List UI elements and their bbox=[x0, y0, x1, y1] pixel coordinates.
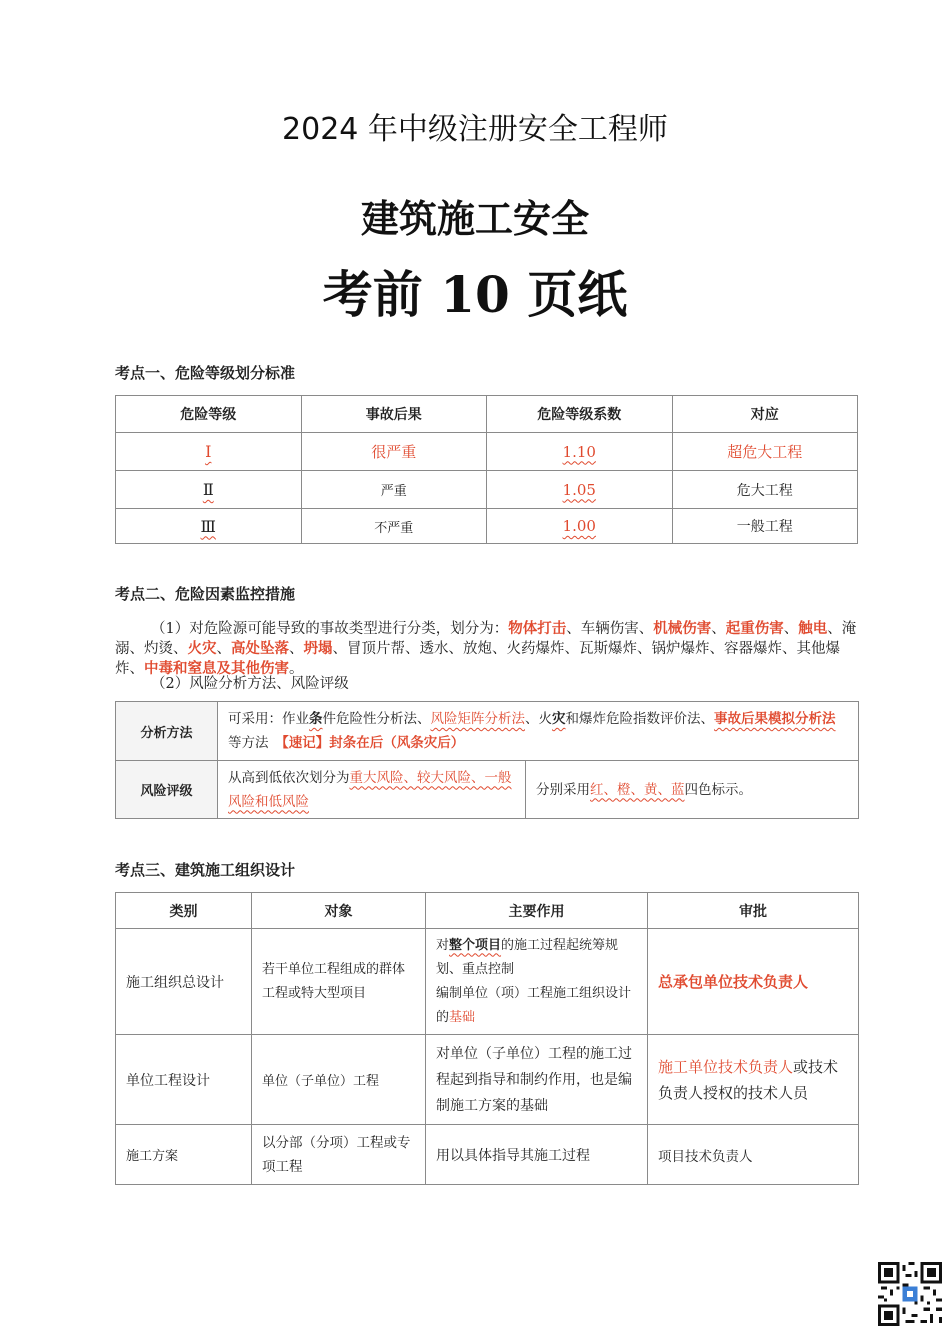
column-header: 审批 bbox=[648, 893, 859, 929]
table-row bbox=[116, 702, 859, 761]
level-cell: Ⅰ bbox=[205, 442, 212, 461]
table-row bbox=[116, 929, 859, 1035]
risk-analysis-heading: （2）风险分析方法、风险评级 bbox=[151, 676, 349, 692]
color-code-cell: 分别采用红、橙、黄、蓝四色标示。 bbox=[526, 761, 859, 819]
category-cell: 施工组织总设计 bbox=[116, 929, 252, 1035]
table-row bbox=[116, 761, 859, 819]
table-row bbox=[116, 433, 858, 471]
category-cell: 单位工程设计 bbox=[116, 1035, 252, 1125]
level-cell: Ⅱ bbox=[202, 480, 214, 499]
risk-level-table bbox=[115, 395, 858, 544]
approval-cell: 项目技术负责人 bbox=[648, 1125, 859, 1185]
section1-title: 考点一、危险等级划分标准 bbox=[115, 364, 296, 382]
target-cell: 危大工程 bbox=[736, 482, 793, 499]
consequence-cell: 严重 bbox=[380, 484, 407, 499]
subject-title: 建筑施工安全 bbox=[360, 197, 589, 241]
table-header-row bbox=[116, 893, 859, 929]
consequence-cell: 很严重 bbox=[371, 443, 417, 461]
table-row bbox=[116, 509, 858, 544]
consequence-cell: 不严重 bbox=[374, 520, 414, 536]
approval-cell: 总承包单位技术负责人 bbox=[648, 929, 859, 1035]
column-header: 对象 bbox=[252, 893, 426, 929]
function-cell: 对整个项目的施工过程起统筹规划、重点控制 编制单位（项）工程施工组织设计的基础 bbox=[426, 929, 648, 1035]
doc-title: 考前 10 页纸 bbox=[322, 265, 628, 324]
function-cell: 对单位（子单位）工程的施工过程起到指导和制约作用，也是编制施工方案的基础 bbox=[426, 1035, 648, 1125]
exam-title: 2024 年中级注册安全工程师 bbox=[282, 112, 668, 147]
table-header-row bbox=[116, 396, 858, 433]
table-row bbox=[116, 1035, 859, 1125]
row-label: 风险评级 bbox=[116, 761, 218, 819]
column-header: 事故后果 bbox=[301, 396, 487, 433]
object-cell: 若干单位工程组成的群体工程或特大型项目 bbox=[252, 929, 426, 1035]
column-header: 主要作用 bbox=[426, 893, 648, 929]
qr-code-icon bbox=[878, 1262, 942, 1326]
level-cell: Ⅲ bbox=[200, 516, 216, 536]
target-cell: 超危大工程 bbox=[727, 443, 803, 461]
construction-design-table bbox=[115, 892, 859, 1185]
hazard-classification-paragraph: （1）对危险源可能导致的事故类型进行分类，划分为：物体打击、车辆伤害、机械伤害、起重伤害、触电、淹溺、灼烫、火灾、高处坠落、坍塌、冒顶片帮、透水、放炮、火药爆炸、瓦斯爆炸、锅炉爆炸、容器爆炸、其他爆炸、中毒和窒息及其他伤害。 bbox=[115, 620, 857, 677]
rating-cell: 从高到低依次划分为重大风险、较大风险、一般风险和低风险 bbox=[218, 761, 526, 819]
function-cell: 用以具体指导其施工过程 bbox=[426, 1125, 648, 1185]
column-header: 危险等级系数 bbox=[487, 396, 673, 433]
category-cell: 施工方案 bbox=[116, 1125, 252, 1185]
coef-cell: 1.00 bbox=[562, 517, 596, 535]
target-cell: 一般工程 bbox=[736, 519, 793, 535]
column-header: 对应 bbox=[672, 396, 858, 433]
section2-title: 考点二、危险因素监控措施 bbox=[115, 585, 296, 603]
object-cell: 以分部（分项）工程或专项工程 bbox=[252, 1125, 426, 1185]
column-header: 危险等级 bbox=[116, 396, 302, 433]
coef-cell: 1.05 bbox=[562, 480, 596, 499]
section3-title: 考点三、建筑施工组织设计 bbox=[115, 861, 296, 879]
table-row bbox=[116, 471, 858, 509]
coef-cell: 1.10 bbox=[562, 442, 596, 461]
method-cell: 可采用：作业条件危险性分析法、风险矩阵分析法、火灾和爆炸危险指数评价法、事故后果模拟分析法等方法 【速记】封条在后（风条灾后） bbox=[218, 702, 859, 761]
object-cell: 单位（子单位）工程 bbox=[252, 1035, 426, 1125]
approval-cell: 施工单位技术负责人或技术负责人授权的技术人员 bbox=[648, 1035, 859, 1125]
row-label: 分析方法 bbox=[116, 702, 218, 761]
table-row bbox=[116, 1125, 859, 1185]
column-header: 类别 bbox=[116, 893, 252, 929]
risk-analysis-table bbox=[115, 701, 859, 819]
